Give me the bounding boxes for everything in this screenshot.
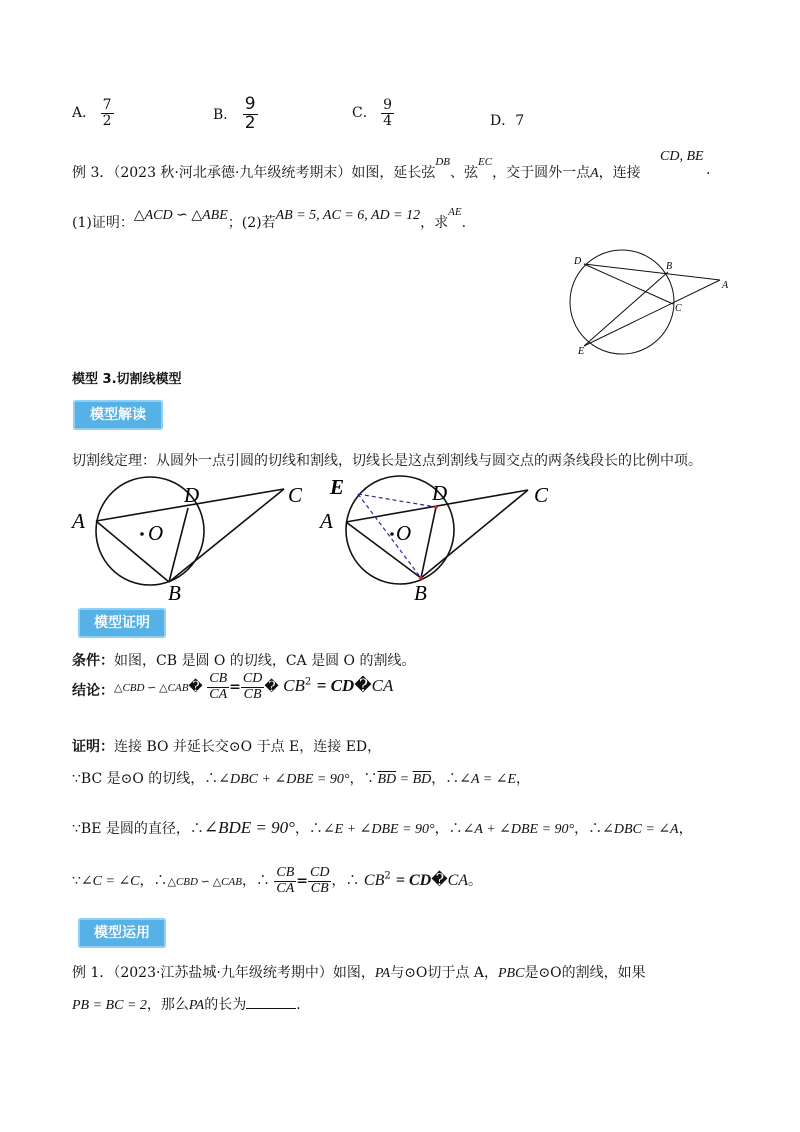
- label-b: B: [414, 581, 427, 605]
- example-3-statement: 例 3．（2023 秋·河北承德·九年级统考期末）如图，延长弦$^{DB}$、弦$^{EC}$，交于圆外一点A，连接: [72, 156, 641, 181]
- conclusion-line: 结论：△CBD ∽ △CAB� $\frac{CB}{CA}$ = $\frac{CD}{CB}$ � $CB^2$ = CD�CA: [72, 671, 394, 702]
- label-d: D: [574, 256, 582, 267]
- proof-line-2: ∵BE 是圆的直径，∴∠BDE = 90°，∴∠E + ∠DBE = 90°，∴∠A + ∠DBE = 90°，∴∠DBC = ∠A，: [72, 818, 693, 837]
- example-3-questions: (1)证明：△ACD ∽ △ABE；(2)若AB = 5, AC = 6, AD = 12，求$^{AE}$.: [72, 206, 467, 231]
- theorem-text: 切割线定理：从圆外一点引圆的切线和割线，切线长是这点到割线与圆交点的两条线段长的比例中项。: [72, 453, 702, 469]
- label-a: A: [722, 280, 729, 291]
- fraction: $\frac{CB}{CA}$: [276, 865, 295, 896]
- tangent-secant-figure-1: [70, 476, 320, 606]
- label-d: D: [432, 481, 448, 505]
- proof-line-3: ∵∠C = ∠C，∴△CBD ∽ △CAB，∴ $\frac{CB}{CA}$ = $\frac{CD}{CB}$ ，∴ $CB^2$ = CD�CA。: [72, 865, 483, 896]
- fraction: $\frac{CD}{CB}$: [310, 865, 330, 896]
- ex3-cdbe: CD, BE: [660, 149, 704, 164]
- label-b: B: [168, 581, 181, 605]
- option-b: B． $\frac{9}{2}$: [213, 94, 256, 133]
- badge-model-read: 模型解读: [73, 400, 163, 430]
- example-1-condition: PB = BC = 2，那么PA的长为 .: [72, 997, 301, 1013]
- option-d: D．7: [490, 113, 525, 129]
- option-a: A． $\frac{7}{2}$: [72, 97, 112, 129]
- fraction: $\frac{7}{2}$: [102, 97, 112, 129]
- label-e: E: [330, 475, 345, 499]
- circle-figure-example-3: [560, 248, 740, 358]
- badge-model-proof: 模型证明: [78, 608, 166, 638]
- label-a: A: [320, 509, 333, 533]
- proof-line-1: ∵BC 是⊙O 的切线，∴∠DBC + ∠DBE = 90°，$\because\overline{BD} = \overline{BD}$，∴∠A = ∠E，: [72, 771, 531, 787]
- label-b: B: [666, 261, 673, 272]
- label-c: C: [534, 483, 549, 507]
- section-title: 模型 3.切割线模型: [72, 372, 182, 387]
- tangent-secant-figure-2: [318, 474, 568, 606]
- condition-line: 条件：如图，CB 是圆 O 的切线，CA 是圆 O 的割线。: [72, 653, 416, 669]
- label-o: O: [148, 521, 164, 545]
- label-e: E: [578, 346, 585, 357]
- label-c: C: [675, 303, 682, 314]
- label-c: C: [288, 483, 303, 507]
- fraction: $\frac{CD}{CB}$: [242, 671, 263, 702]
- label-a: A: [72, 509, 85, 533]
- answer-blank[interactable]: [246, 996, 296, 1009]
- proof-intro: 证明：连接 BO 并延长交⊙O 于点 E，连接 ED，: [72, 739, 382, 755]
- option-c: C． $\frac{9}{4}$: [352, 97, 393, 129]
- ex3-end: .: [706, 162, 711, 178]
- label-o: O: [396, 521, 412, 545]
- fraction: $\frac{CB}{CA}$: [209, 671, 228, 702]
- badge-model-application: 模型运用: [78, 918, 166, 948]
- fraction: $\frac{9}{2}$: [244, 94, 256, 133]
- example-1-statement: 例 1．（2023·江苏盐城·九年级统考期中）如图，PA与⊙O切于点 A，PBC是⊙O的割线，如果: [72, 965, 646, 981]
- fraction: $\frac{9}{4}$: [383, 97, 393, 129]
- label-d: D: [184, 483, 200, 507]
